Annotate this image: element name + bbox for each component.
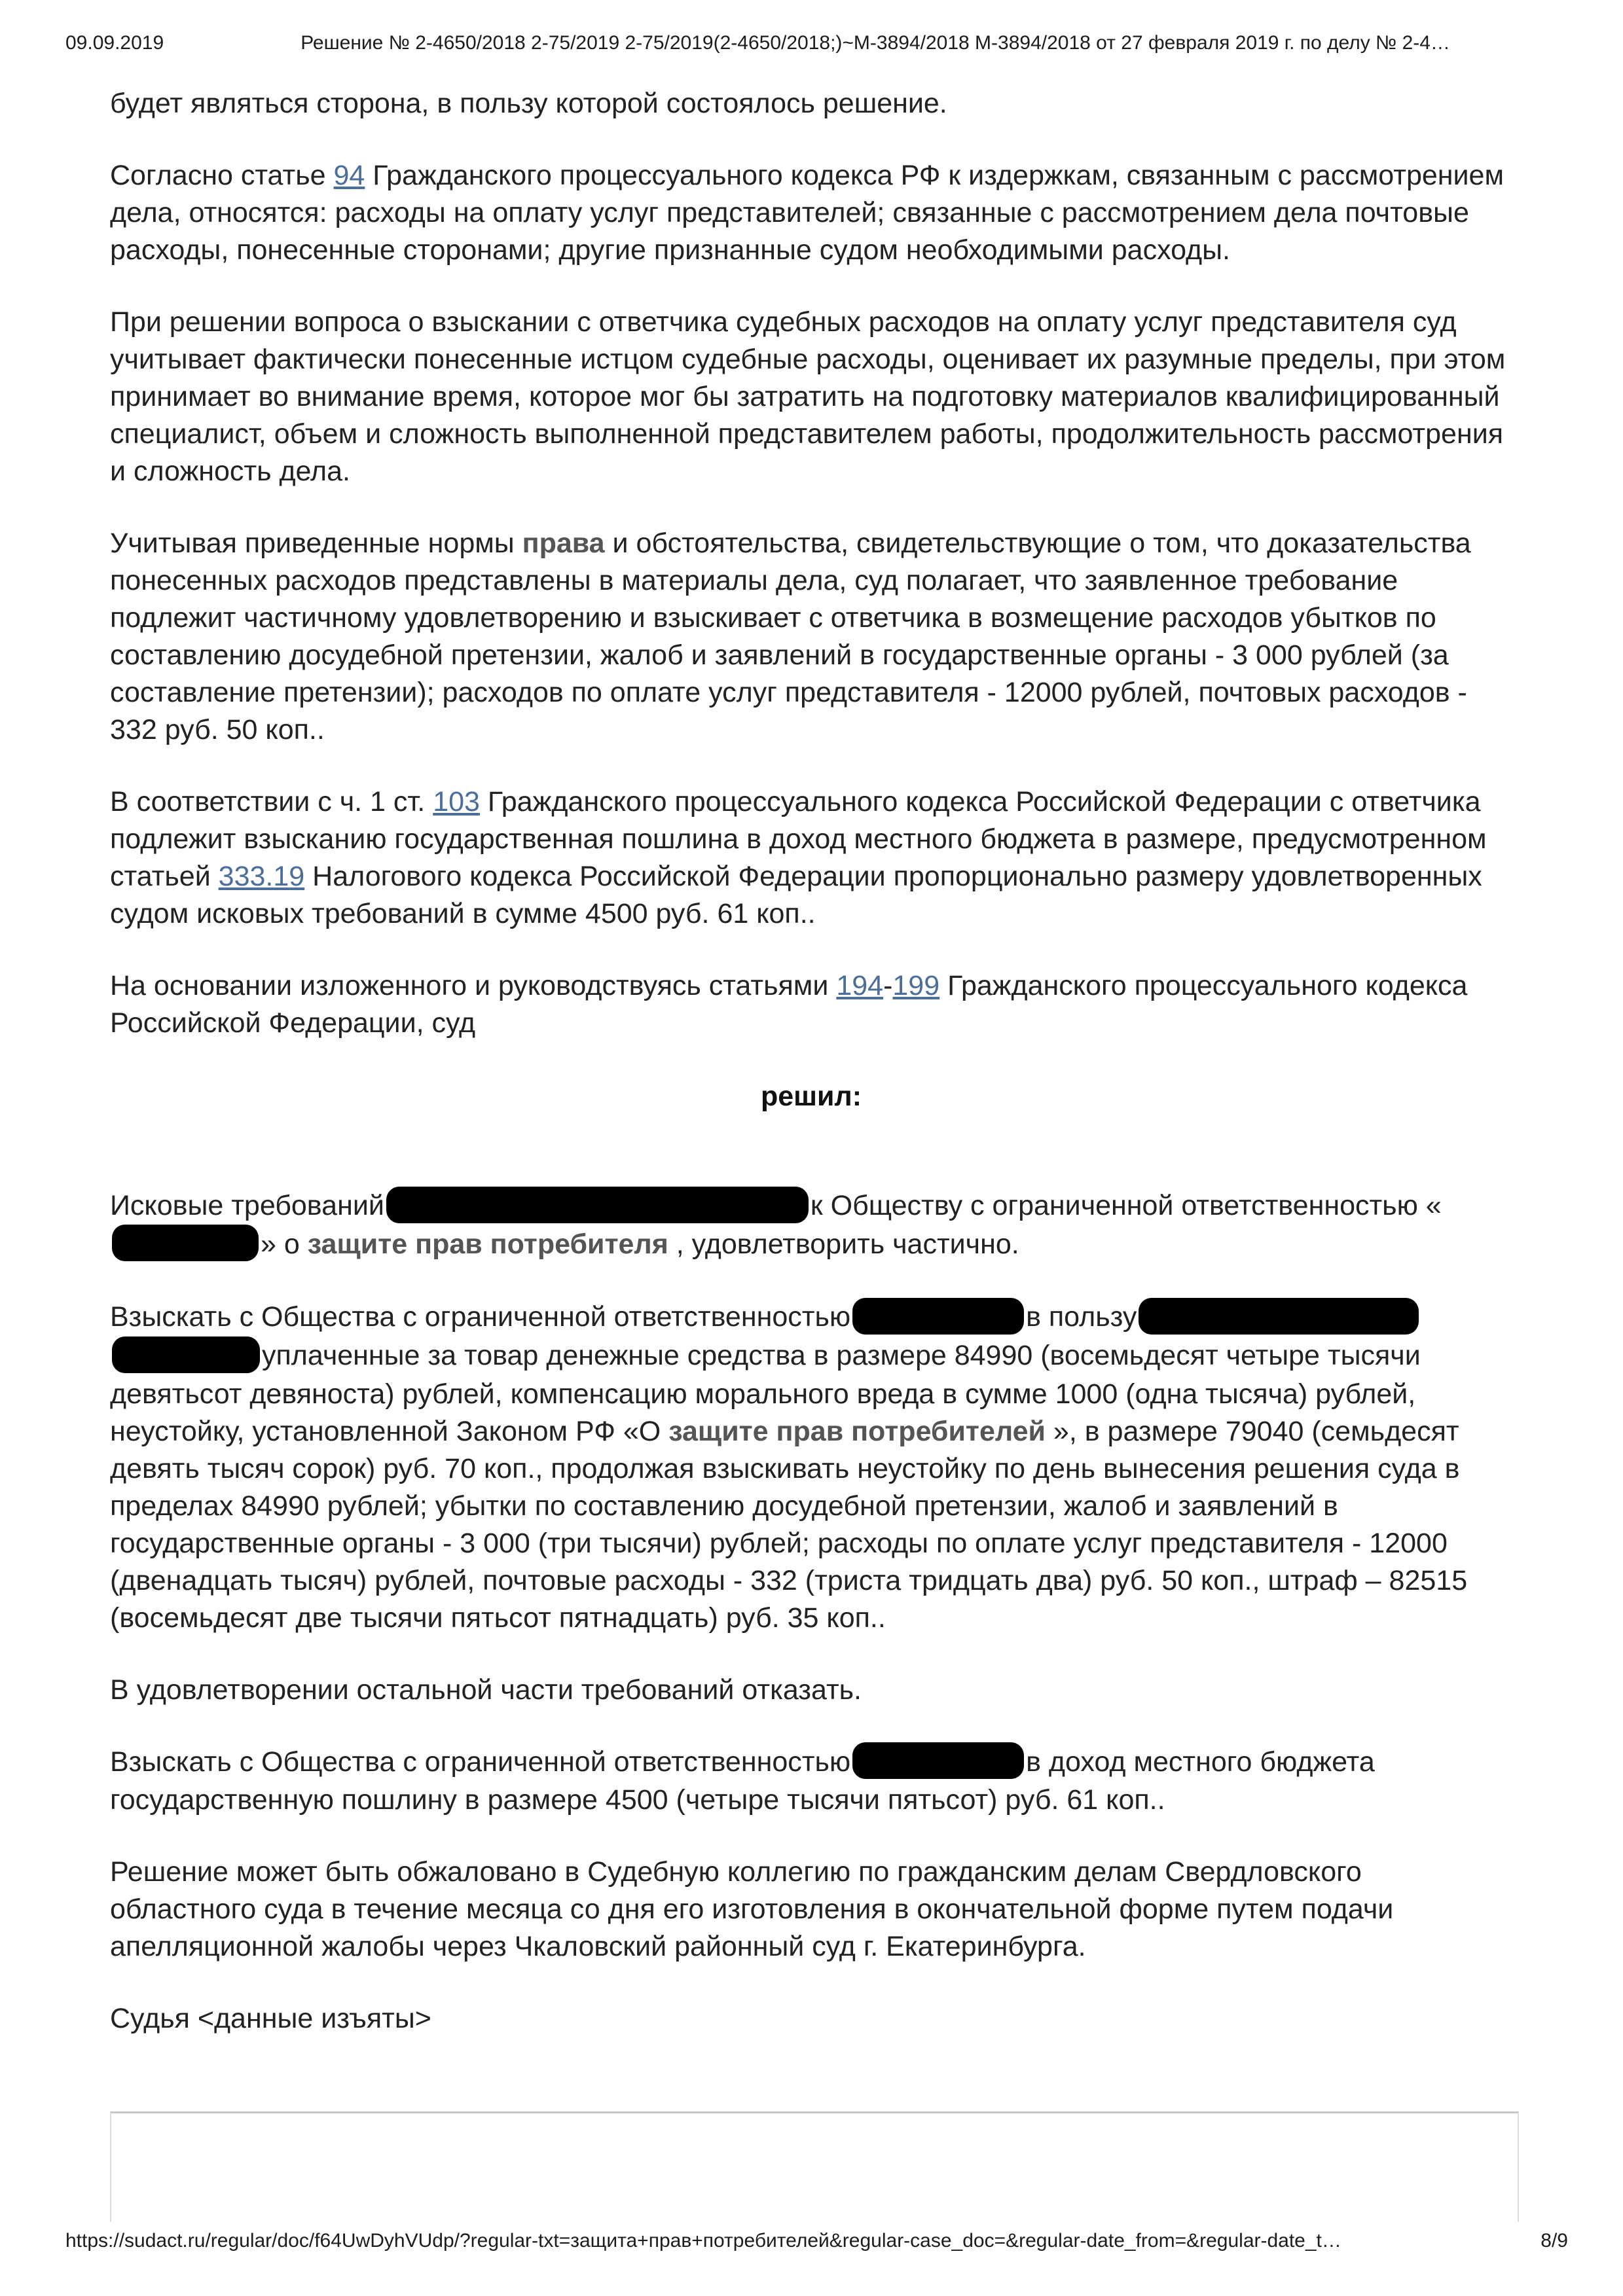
embedded-frame-placeholder [110, 2111, 1519, 2222]
redaction-block [852, 1298, 1024, 1335]
paragraph: На основании изложенного и руководствуясь статьями 194-199 Гражданского процессуального кодекса Российской Федерации, суд [110, 970, 1468, 1039]
page-number: 8/9 [1541, 2230, 1568, 2251]
redaction-block [1139, 1298, 1419, 1335]
highlighted-search-term: права [522, 528, 605, 559]
paragraph: Решение может быть обжаловано в Судебную коллегию по гражданским делам Свердловского областного суда в течение месяца со дня его изготовления в окончательной форме путем подачи апелляционной жалобы через Чкаловский районный суд г. Екатеринбурга. [110, 1856, 1394, 1963]
paragraph: Учитывая приведенные нормы права и обстоятельства, свидетельствующие о том, что доказательства понесенных расходов представлены в материалы дела, суд полагает, что заявленное требование подлежит частичному удовлетворению и взыскивает с ответчика в возмещение расходов убытков по составлению досудебной претензии, жалоб и заявлений в государственные органы - 3 000 рублей (за составление претензии); расходов по оплате услуг представителя - 12000 рублей, почтовых расходов - 332 руб. 50 коп.. [110, 528, 1471, 745]
paragraph: Судья <данные изъяты> [110, 2003, 431, 2035]
paragraph: Взыскать с Общества с ограниченной ответственностью в доход местного бюджета государственную пошлину в размере 4500 (четыре тысячи пятьсот) руб. 61 коп.. [110, 1744, 1512, 1820]
redaction-block [386, 1187, 809, 1223]
document-body [110, 85, 1512, 2072]
document-title: Решение № 2-4650/2018 2-75/2019 2-75/2019(2-4650/2018;)~М-3894/2018 М-3894/2018 от 27 февраля 2019 г. по делу № 2-4… [301, 32, 1450, 54]
redaction-block [852, 1742, 1024, 1779]
highlighted-search-term: защите прав потребителя [307, 1228, 668, 1260]
paragraph: При решении вопроса о взыскании с ответчика судебных расходов на оплату услуг представителя суд учитывает фактически понесенные истцом судебные расходы, оценивает их разумные пределы, при этом принимает во внимание время, которое мог бы затратить на подготовку материалов квалифицированный специалист, объем и сложность выполненной представителем работы, продолжительность рассмотрения и сложность дела. [110, 306, 1506, 487]
print-header [65, 31, 1567, 55]
redaction-block [112, 1336, 260, 1373]
statute-link[interactable]: 94 [333, 160, 365, 191]
highlighted-search-term: защите прав потребителей [668, 1415, 1046, 1447]
paragraph: будет являться сторона, в пользу которой состоялось решение. [110, 88, 947, 119]
redaction-block [112, 1225, 259, 1261]
statute-link[interactable]: 194 [836, 970, 884, 1001]
footer-url: https://sudact.ru/regular/doc/f64UwDyhVUdp/?regular-txt=защита+прав+потребителей&regular-case_doc=&regular-date_from=&regular-date_t… [65, 2230, 1341, 2251]
paragraph: В соответствии с ч. 1 ст. 103 Гражданского процессуального кодекса Российской Федерации с ответчика подлежит взысканию государственная пошлина в доход местного бюджета в размере, предусмотренном статьей 333.19 Налогового кодекса Российской Федерации пропорционально размеру удовлетворенных судом исковых требований в сумме 4500 руб. 61 коп.. [110, 786, 1487, 929]
statute-link[interactable]: 103 [433, 786, 480, 817]
paragraph: Согласно статье 94 Гражданского процессуального кодекса РФ к издержкам, связанным с рассмотрением дела, относятся: расходы на оплату услуг представителей; связанные с рассмотрением дела почтовые расходы, понесенные сторонами; другие признанные судом необходимыми расходы. [110, 160, 1504, 266]
print-date: 09.09.2019 [65, 32, 164, 54]
decision-heading: решил: [760, 1081, 862, 1112]
print-footer [65, 2229, 1568, 2253]
paragraph: Взыскать с Общества с ограниченной ответственностью в пользу уплаченные за товар денежные средства в размере 84990 (восемьдесят четыре тысячи девятьсот девяноста) рублей, компенсацию морального вреда в сумме 1000 (одна тысяча) рублей, неустойку, установленной Законом РФ «О защите прав потребителей », в размере 79040 (семьдесят девять тысяч сорок) руб. 70 коп., продолжая взыскивать неустойку по день вынесения решения суда в пределах 84990 рублей; убытки по составлению досудебной претензии, жалоб и заявлений в государственные органы - 3 000 (три тысячи) рублей; расходы по оплате услуг представителя - 12000 (двенадцать тысяч) рублей, почтовые расходы - 332 (триста тридцать два) руб. 50 коп., штраф – 82515 (восемьдесят две тысячи пятьсот пятнадцать) руб. 35 коп.. [110, 1299, 1512, 1636]
statute-link[interactable]: 333.19 [218, 861, 305, 892]
statute-link[interactable]: 199 [892, 970, 940, 1001]
paragraph: В удовлетворении остальной части требований отказать. [110, 1674, 862, 1706]
paragraph: Исковые требований к Обществу с ограниченной ответственностью «» о защите прав потребителя , удовлетворить частично. [110, 1187, 1512, 1264]
